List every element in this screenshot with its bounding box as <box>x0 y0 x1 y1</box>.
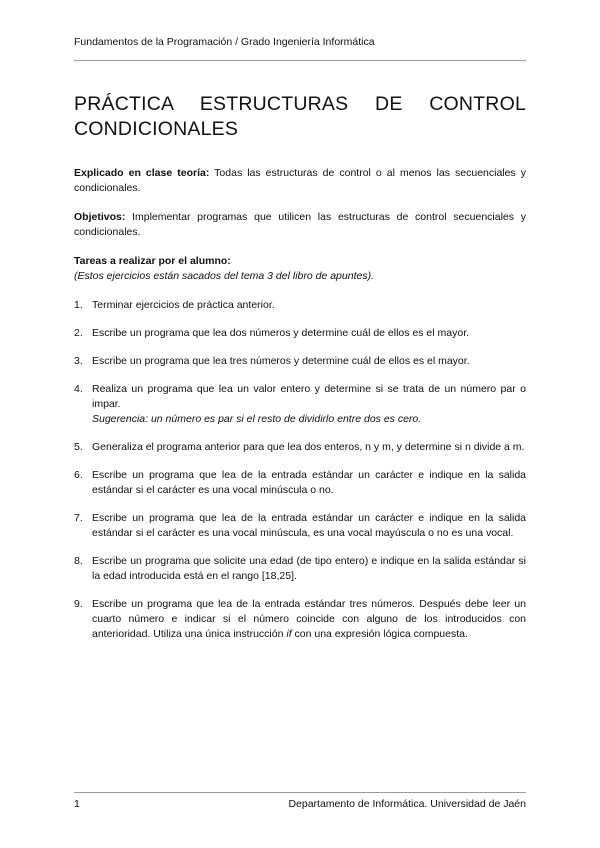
explicado-text: Todas las estructuras de control o al menos las secuenciales y condicionales. <box>74 167 527 194</box>
item-hint: Sugerencia: un número es par si el resto de dividirlo entre dos es cero. <box>92 413 422 425</box>
footer-divider <box>74 792 526 793</box>
objetivos-text: Implementar programas que utilicen las estructuras de control secuenciales y condicionales. <box>74 211 526 238</box>
page-header: Fundamentos de la Programación / Grado Ingeniería Informática <box>74 36 375 48</box>
document-body <box>74 166 526 655</box>
item-text: Escribe un programa que lea tres números y determine cuál de ellos es el mayor. <box>92 355 470 367</box>
list-item <box>74 440 526 455</box>
item-text: Escribe un programa que lea de la entrada estándar un carácter e indique en la salida estándar si el carácter es una vocal minúscula o no. <box>92 469 526 496</box>
item-number: 8. <box>74 555 83 567</box>
footer-department: Departamento de Informática. Universidad de Jaén <box>288 798 526 810</box>
item-number: 7. <box>74 512 83 524</box>
item-number: 5. <box>74 441 83 453</box>
item-text-before: Escribe un programa que lea de la entrada estándar tres números. Después debe leer un cuarto número e indicar si el número coincide con alguno de los introducidos con anterioridad. Utiliza una única instrucción <box>92 598 526 640</box>
item-code-keyword: if <box>286 628 292 640</box>
header-divider <box>74 60 526 61</box>
list-item <box>74 597 526 642</box>
list-item <box>74 382 526 427</box>
item-text: Generaliza el programa anterior para que lea dos enteros, n y m, y determine si n divide a m. <box>92 441 525 453</box>
item-number: 6. <box>74 469 83 481</box>
item-number: 4. <box>74 383 83 395</box>
objetivos-label: Objetivos: <box>74 211 126 223</box>
list-item <box>74 511 526 541</box>
item-text: Terminar ejercicios de práctica anterior. <box>92 299 275 311</box>
page-title: PRÁCTICA ESTRUCTURAS DE CONTROL CONDICIONALES <box>74 93 526 140</box>
list-item <box>74 354 526 369</box>
list-item <box>74 468 526 498</box>
list-item <box>74 326 526 341</box>
item-number: 1. <box>74 299 83 311</box>
list-item <box>74 298 526 313</box>
item-text: Escribe un programa que solicite una edad (de tipo entero) e indique en la salida estándar si la edad introducida está en el rango [18,25]. <box>92 555 526 582</box>
item-body <box>92 382 526 427</box>
item-text <box>92 597 526 642</box>
item-text-after: con una expresión lógica compuesta. <box>291 628 468 640</box>
tasks-note: (Estos ejercicios están sacados del tema 3 del libro de apuntes). <box>74 270 374 282</box>
objetivos-paragraph <box>74 210 526 240</box>
item-text: Escribe un programa que lea de la entrada estándar un carácter e indique en la salida estándar si el carácter es una vocal minúscula, es una vocal mayúscula o no es una vocal. <box>92 512 526 539</box>
page-number: 1 <box>74 798 80 810</box>
item-number: 3. <box>74 355 83 367</box>
exercise-list <box>74 298 526 642</box>
explicado-paragraph <box>74 166 526 196</box>
tasks-heading: Tareas a realizar por el alumno: <box>74 255 231 267</box>
explicado-label: Explicado en clase teoría: <box>74 167 210 179</box>
item-text: Escribe un programa que lea dos números y determine cuál de ellos es el mayor. <box>92 327 470 339</box>
item-text: Realiza un programa que lea un valor entero y determine si se trata de un número par o impar. <box>92 383 526 410</box>
item-number: 2. <box>74 327 83 339</box>
item-number: 9. <box>74 598 83 610</box>
list-item <box>74 554 526 584</box>
